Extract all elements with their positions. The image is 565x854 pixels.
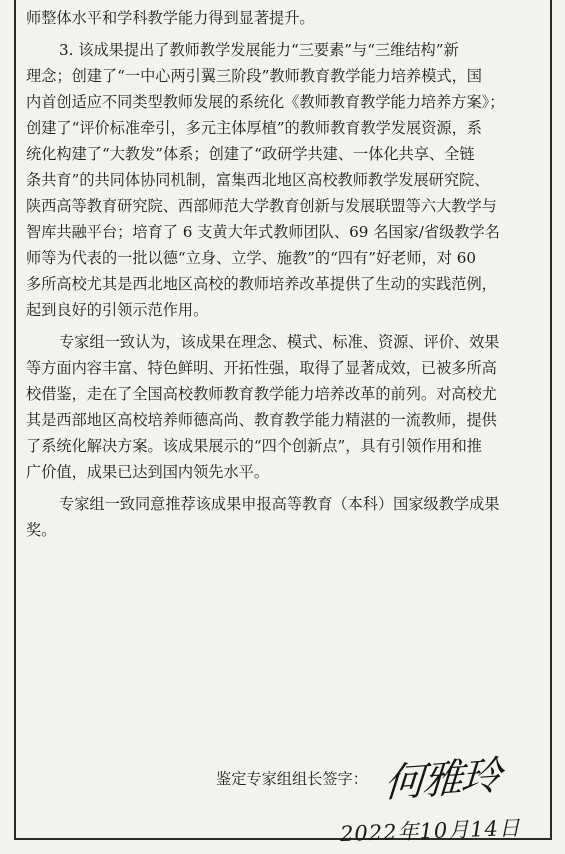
- text-line: 陕西高等教育研究院、西部师范大学教育创新与发展联盟等六大教学与: [26, 197, 497, 215]
- text-line: 起到良好的引领示范作用。: [26, 301, 209, 319]
- text-line: 奖。: [26, 521, 57, 539]
- text-line: 校借鉴，走在了全国高校教师教育教学能力培养改革的前列。对高校尤: [26, 385, 497, 403]
- text-line: 其是西部地区高校培养师德高尚、教育教学能力精湛的一流教师，提供: [26, 411, 497, 429]
- text-line: 3. 该成果提出了教师教学发展能力“三要素”与“三维结构”新: [59, 41, 459, 59]
- signature-label: 鉴定专家组组长签字：: [216, 770, 368, 788]
- text-line: 理念；创建了“一中心两引翼三阶段”教师教育教学能力培养模式，国: [26, 67, 482, 85]
- text-line: 了系统化解决方案。该成果展示的“四个创新点”，具有引领作用和推: [26, 437, 482, 455]
- text-line: 师等为代表的一批以德“立身、立学、施教”的“四有”好老师，对 60: [26, 249, 477, 267]
- text-line: 内首创适应不同类型教师发展的系统化《教师教育教学能力培养方案》；: [26, 93, 505, 111]
- handwritten-date: 2022年10月14日: [339, 815, 522, 847]
- text-line: 师整体水平和学科教学能力得到显著提升。: [26, 9, 315, 27]
- text-line: 智库共融平台；培育了 6 支黄大年式教师团队、69 名国家/省级教学名: [26, 223, 500, 241]
- text-line: 创建了“评价标准牵引，多元主体厚植”的教师教育教学发展资源，系: [26, 119, 482, 137]
- handwritten-signature: 何雅玲: [382, 753, 501, 807]
- text-line: 广价值，成果已达到国内领先水平。: [26, 463, 269, 481]
- text-line: 条共育”的共同体协同机制，富集西北地区高校教师教学发展研究院、: [26, 171, 490, 189]
- text-line: 专家组一致认为，该成果在理念、模式、标准、资源、评价、效果: [59, 333, 500, 351]
- text-line: 统化构建了“大教发”体系；创建了“政研学共建、一体化共享、全链: [26, 145, 475, 163]
- text-line: 等方面内容丰富、特色鲜明、开拓性强，取得了显著成效，已被多所高: [26, 359, 497, 377]
- text-line: 专家组一致同意推荐该成果申报高等教育（本科）国家级教学成果: [59, 495, 500, 513]
- text-line: 多所高校尤其是西北地区高校的教师培养改革提供了生动的实践范例，: [26, 275, 497, 293]
